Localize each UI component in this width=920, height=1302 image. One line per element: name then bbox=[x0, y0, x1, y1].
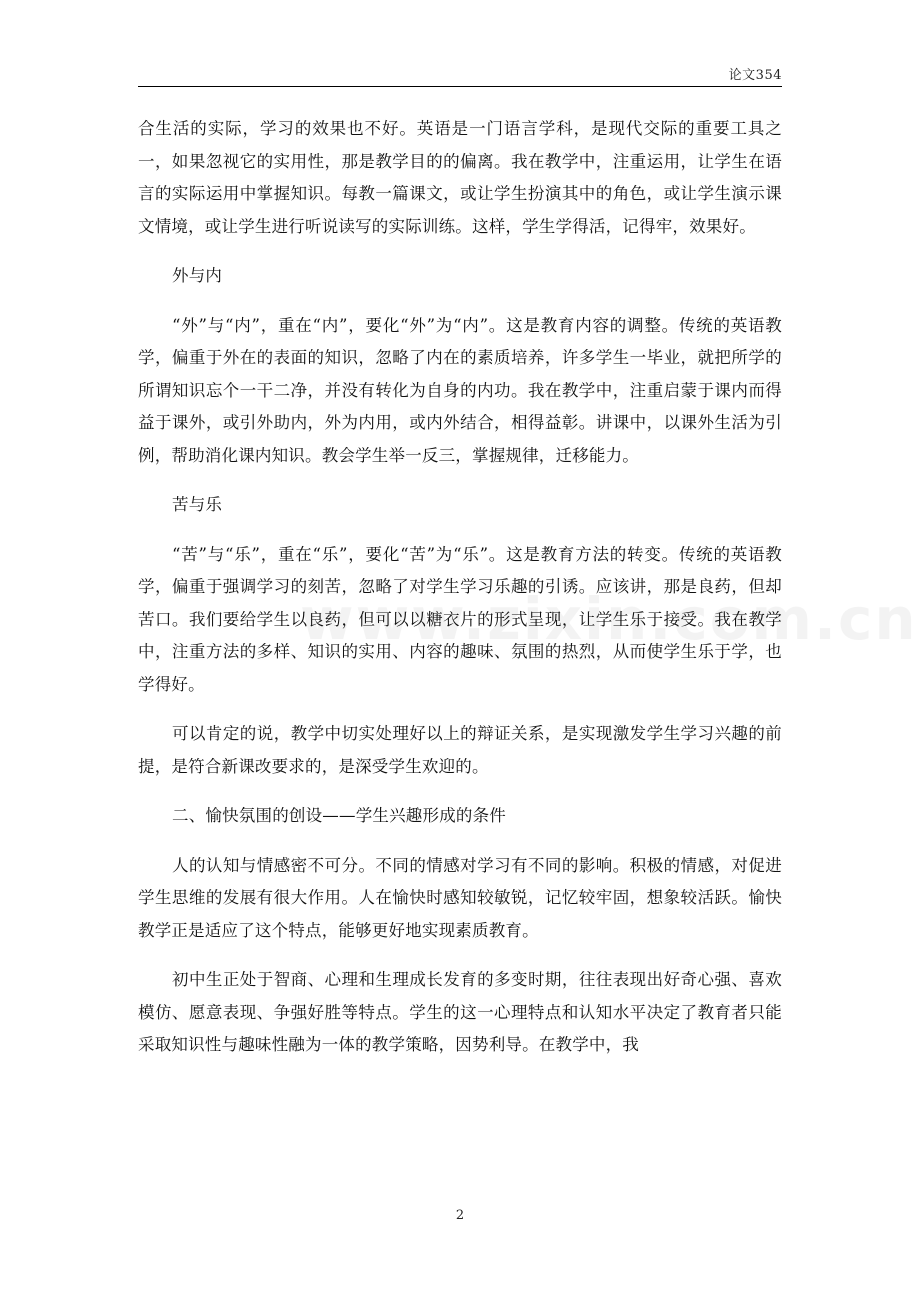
page-header-label: 论文354 bbox=[728, 68, 782, 83]
paragraph: 人的认知与情感密不可分。不同的情感对学习有不同的影响。积极的情感，对促进学生思维的发展有很大作用。人在愉快时感知较敏锐，记忆较牢固，想象较活跃。愉快教学正是适应了这个特点，能够更好地实现素质教育。 bbox=[138, 855, 782, 940]
page-number: 2 bbox=[455, 1208, 465, 1223]
paragraph: “苦”与“乐”，重在“乐”，要化“苦”为“乐”。这是教育方法的转变。传统的英语教学，偏重于强调学习的刻苦，忽略了对学生学习乐趣的引诱。应该讲，那是良药，但却苦口。我们要给学生以良药，但可以以糖衣片的形式呈现，让学生乐于接受。我在教学中，注重方法的多样、知识的实用、内容的趣味、氛围的热烈，从而使学生乐于学，也学得好。 bbox=[138, 544, 782, 694]
paragraph: 初中生正处于智商、心理和生理成长发育的多变时期，往往表现出好奇心强、喜欢模仿、愿意表现、争强好胜等特点。学生的这一心理特点和认知水平决定了教育者只能采取知识性与趣味性融为一体的教学策略，因势利导。在教学中，我 bbox=[138, 970, 782, 1054]
paragraph: “外”与“内”，重在“内”，要化“外”为“内”。这是教育内容的调整。传统的英语教学，偏重于外在的表面的知识，忽略了内在的素质培养，许多学生一毕业，就把所学的所谓知识忘个一干二净，并没有转化为自身的内功。我在教学中，注重启蒙于课内而得益于课外，或引外助内，外为内用，或内外结合，相得益彰。讲课中，以课外生活为引例，帮助消化课内知识。教会学生举一反三，掌握规律，迁移能力。 bbox=[138, 315, 782, 465]
document-body bbox=[138, 113, 782, 1062]
section-heading: 二、愉快氛围的创设——学生兴趣形成的条件 bbox=[172, 806, 506, 825]
section-heading: 苦与乐 bbox=[172, 495, 223, 514]
paragraph: 可以肯定的说，教学中切实处理好以上的辩证关系，是实现激发学生学习兴趣的前提，是符合新课改要求的，是深受学生欢迎的。 bbox=[138, 724, 782, 776]
section-heading: 外与内 bbox=[172, 266, 223, 285]
header-rule bbox=[138, 86, 782, 87]
paragraph: 合生活的实际，学习的效果也不好。英语是一门语言学科，是现代交际的重要工具之一，如果忽视它的实用性，那是教学目的的偏离。我在教学中，注重运用，让学生在语言的实际运用中掌握知识。每教一篇课文，或让学生扮演其中的角色，或让学生演示课文情境，或让学生进行听说读写的实际训练。这样，学生学得活，记得牢，效果好。 bbox=[138, 119, 782, 236]
